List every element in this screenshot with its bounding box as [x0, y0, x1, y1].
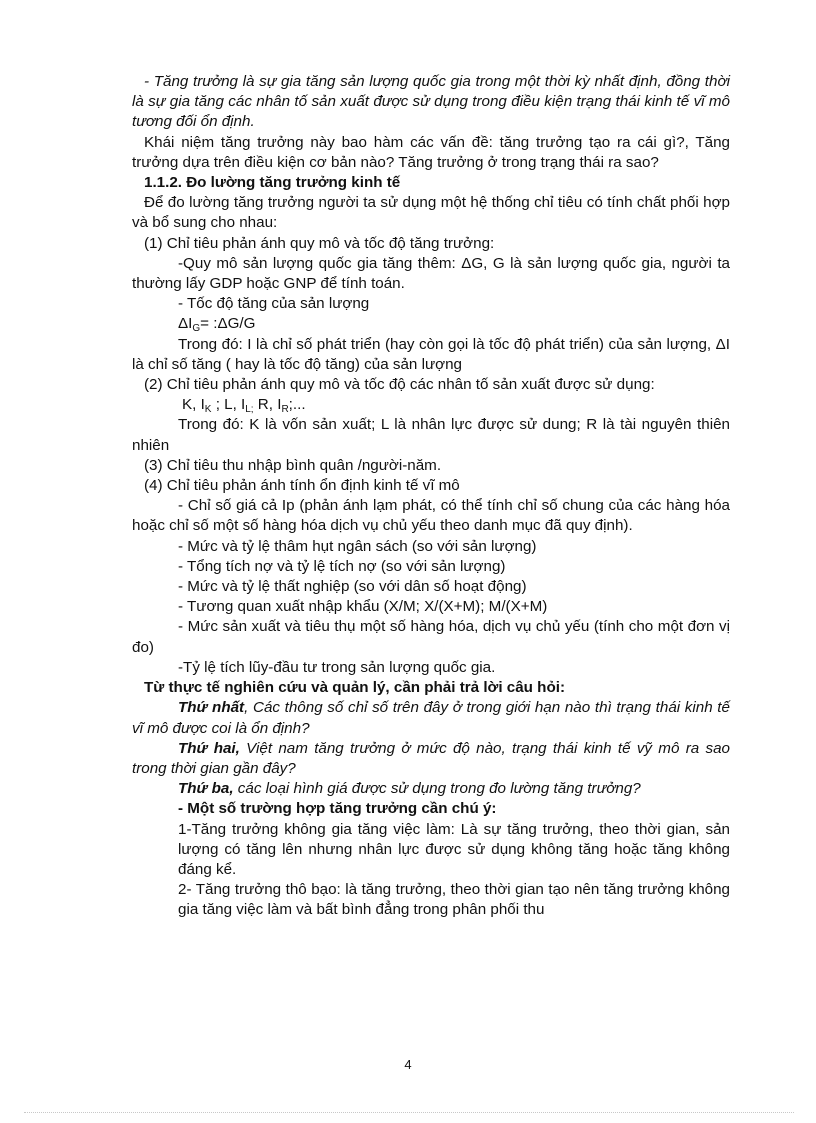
criterion-1-rate: - Tốc độ tăng của sản lượng: [178, 295, 370, 313]
questions-heading: Từ thực tế nghiên cứu và quản lý, cần phải trả lời câu hỏi:: [144, 679, 566, 697]
criterion-2-explanation: Trong đó: K là vốn sản xuất; L là nhân lực được sử dung; R là tài nguyên thiên nhiên: [132, 416, 730, 454]
criterion-4-trade: - Tương quan xuất nhập khẩu (X/M; X/(X+M); M/(X+M): [178, 598, 548, 616]
formula-growth-rate: [132, 314, 730, 334]
page-bottom-divider: [24, 1112, 794, 1113]
cases-heading: - Một số trường hợp tăng trưởng cần chú ý:: [178, 800, 497, 818]
formula-subscript: G: [192, 323, 201, 335]
criterion-4-debt: - Tổng tích nợ và tỷ lệ tích nợ (so với sản lượng): [178, 557, 506, 575]
formula-k-sub: K: [204, 404, 212, 416]
criterion-4-price-index: - Chỉ số giá cả Ip (phản ánh lạm phát, có thể tính chỉ số chung của các hàng hóa hoặc chỉ số một số hàng hóa dịch vụ chủ yếu theo danh mục đã quy định).: [132, 497, 730, 535]
formula-l-sub: L;: [245, 404, 254, 416]
paragraph-growth-concept: Khái niệm tăng trưởng này bao hàm các vấn đề: tăng trưởng tạo ra cái gì?, Tăng trưởng dựa trên điều kiện cơ bản nào? Tăng trưởng ở trong trạng thái ra sao?: [132, 133, 730, 171]
page-body: [132, 72, 730, 921]
question-2-label: Thứ hai,: [178, 739, 240, 757]
formula-k: K, I: [182, 396, 205, 414]
formula-suffix: = :ΔG/G: [200, 315, 256, 333]
formula-prefix: ΔI: [178, 315, 193, 333]
criterion-4: (4) Chỉ tiêu phản ánh tính ổn định kinh tế vĩ mô: [144, 477, 460, 495]
formula-factors: [132, 395, 730, 415]
criterion-3: (3) Chỉ tiêu thu nhập bình quân /người-năm.: [144, 456, 442, 474]
formula-l: ; L, I: [211, 396, 246, 414]
criterion-1-explanation: Trong đó: I là chỉ số phát triển (hay còn gọi là tốc độ phát triển) của sản lượng, ΔI là chỉ số tăng ( hay là tốc độ tăng) của sản lượng: [132, 335, 730, 373]
criterion-4-unemployment: - Mức và tỷ lệ thất nghiệp (so với dân số hoạt động): [178, 578, 527, 596]
question-1: [132, 698, 730, 738]
criterion-4-budget-deficit: - Mức và tỷ lệ thâm hụt ngân sách (so với sản lượng): [178, 537, 537, 555]
section-heading: 1.1.2. Đo lường tăng trưởng kinh tế: [144, 174, 401, 192]
question-2: [132, 739, 730, 779]
formula-r: R, I: [253, 396, 282, 414]
paragraph-growth-definition: - Tăng trưởng là sự gia tăng sản lượng quốc gia trong một thời kỳ nhất định, đồng thời là sự gia tăng các nhân tố sản xuất được sử dụng trong điều kiện trạng thái kinh tế vĩ mô tương đối ổn định.: [132, 73, 730, 131]
question-3-label: Thứ ba,: [178, 780, 234, 798]
question-1-text: , Các thông số chỉ số trên đây ở trong giới hạn nào thì trạng thái kinh tế vĩ mô được coi là ổn định?: [132, 699, 730, 737]
formula-r-sub: R: [281, 404, 289, 416]
question-3: [132, 779, 730, 799]
page-number: 4: [404, 1057, 412, 1072]
criterion-1-scale: -Quy mô sản lượng quốc gia tăng thêm: ΔG, G là sản lượng quốc gia, người ta thường lấy GDP hoặc GNP để tính toán.: [132, 254, 730, 293]
criterion-2: (2) Chỉ tiêu phản ánh quy mô và tốc độ các nhân tố sản xuất được sử dụng:: [144, 376, 655, 394]
paragraph-measurement-intro: Để đo lường tăng trưởng người ta sử dụng một hệ thống chỉ tiêu có tính chất phối hợp và bổ sung cho nhau:: [132, 194, 730, 232]
case-1: 1-Tăng trưởng không gia tăng việc làm: Là sự tăng trưởng, theo thời gian, sản lượng có tăng lên nhưng nhân lực được sử dụng không tăng hoặc tăng không đáng kể.: [178, 820, 730, 878]
question-3-text: các loại hình giá được sử dụng trong đo lường tăng trưởng?: [233, 780, 641, 798]
formula-end: ;...: [288, 396, 306, 414]
criterion-4-investment: -Tỷ lệ tích lũy-đầu tư trong sản lượng quốc gia.: [178, 658, 496, 676]
question-1-label: Thứ nhất: [178, 699, 245, 717]
criterion-4-production: - Mức sản xuất và tiêu thụ một số hàng hóa, dịch vụ chủ yếu (tính cho một đơn vị đo): [132, 618, 730, 656]
question-2-text: Việt nam tăng trưởng ở mức độ nào, trạng thái kinh tế vỹ mô ra sao trong thời gian gần đây?: [132, 739, 730, 777]
case-2: 2- Tăng trưởng thô bạo: là tăng trưởng, theo thời gian tạo nên tăng trưởng không gia tăng việc làm và bất bình đẳng trong phân phối thu: [178, 881, 730, 919]
criterion-1: (1) Chỉ tiêu phản ánh quy mô và tốc độ tăng trưởng:: [144, 234, 495, 252]
